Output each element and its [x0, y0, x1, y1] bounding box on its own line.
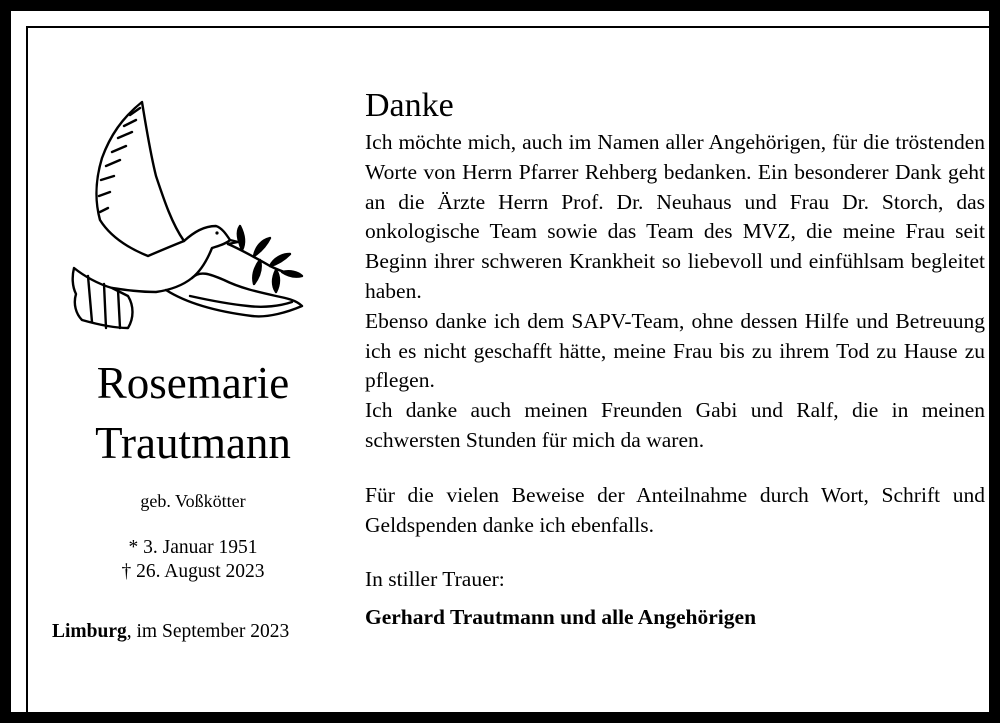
- dove-with-olive-branch-icon: [70, 100, 312, 330]
- deceased-first-name: Rosemarie: [96, 358, 290, 408]
- birth-date: * 3. Januar 1951: [128, 537, 258, 558]
- spacer: [365, 456, 985, 481]
- message-paragraph-3: Ich danke auch meinen Freunden Gabi und Ralf, die in meinen schwersten Stunden für mich da waren.: [365, 398, 985, 452]
- inner-frame: [26, 26, 996, 719]
- place-date: , im September 2023: [126, 621, 290, 642]
- message-paragraph-1: Ich möchte mich, auch im Namen aller Angehörigen, für die tröstenden Worte von Herrn Pfarrer Rehberg bedanken. Ein besonderer Dank geht an die Ärzte Herrn Prof. Dr. Neuhaus und Frau Dr. Storch, das onkologische Team sowie das Team des MVZ, die meine Frau seit Beginn ihrer schweren Krankheit so liebevoll und einfühlsam begleitet haben.: [365, 130, 985, 303]
- death-date: † 26. August 2023: [121, 561, 265, 582]
- right-column: [365, 86, 985, 632]
- closing-line: In stiller Trauer:: [365, 567, 505, 592]
- place-and-date: [52, 621, 352, 643]
- message-paragraph-2: Ebenso danke ich dem SAPV-Team, ohne dessen Hilfe und Betreuung ich es nicht geschafft hätte, meine Frau bis zu ihrem Tod zu Hause zu pflegen.: [365, 308, 985, 393]
- deceased-last-name: Trautmann: [95, 418, 291, 468]
- spacer: [365, 540, 985, 565]
- birth-name: geb. Voßkötter: [140, 491, 246, 511]
- signature: Gerhard Trautmann und alle Angehörigen: [365, 605, 757, 630]
- message-paragraph-4: Für die vielen Beweise der Anteilnahme durch Wort, Schrift und Geldspenden danke ich ebenfalls.: [365, 482, 985, 537]
- left-column: [48, 88, 338, 708]
- place-city: Limburg: [52, 621, 127, 642]
- life-dates: [48, 536, 338, 584]
- message-heading: Danke: [365, 87, 454, 124]
